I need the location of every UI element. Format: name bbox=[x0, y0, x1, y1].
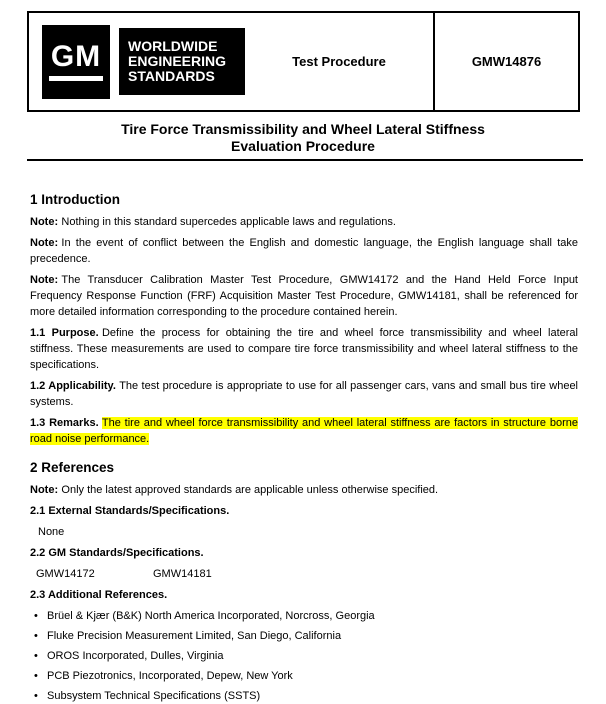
document-title-line2: Evaluation Procedure bbox=[231, 138, 375, 154]
note-label: Note: bbox=[30, 237, 59, 249]
note-text: Nothing in this standard supercedes applicable laws and regulations. bbox=[61, 216, 396, 228]
list-item: • PCB Piezotronics, Incorporated, Depew, New York bbox=[30, 668, 578, 684]
remarks-label: 1.3 Remarks. bbox=[30, 417, 99, 429]
document-body bbox=[30, 192, 578, 704]
purpose-paragraph bbox=[30, 325, 578, 373]
note-label: Note: bbox=[30, 274, 59, 286]
gm-standards-label: 2.2 GM Standards/Specifications. bbox=[30, 547, 204, 559]
worldwide-engineering-standards-banner: WORLDWIDE ENGINEERING STANDARDS bbox=[119, 28, 245, 95]
additional-references-label: 2.3 Additional References. bbox=[30, 589, 168, 601]
header-table bbox=[27, 11, 580, 112]
applicability-text: The test procedure is appropriate to use for all passenger cars, vans and small bus tire wheel systems. bbox=[30, 380, 579, 408]
document-title-line1: Tire Force Transmissibility and Wheel Lateral Stiffness bbox=[121, 121, 485, 137]
note-text: In the event of conflict between the English and domestic language, the English language shall take precedence. bbox=[30, 237, 578, 265]
document-title bbox=[0, 121, 606, 155]
note-label: Note: bbox=[30, 216, 59, 228]
remarks-highlighted-text: The tire and wheel force transmissibility and wheel lateral stiffness are factors in structure borne road noise performance. bbox=[30, 417, 578, 445]
additional-references-list bbox=[30, 608, 578, 704]
section-heading-introduction: 1 Introduction bbox=[30, 192, 120, 207]
remarks-paragraph bbox=[30, 415, 578, 447]
gm-standard-item: GMW14172 bbox=[36, 568, 95, 580]
list-item: • Brüel & Kjær (B&K) North America Incorporated, Norcross, Georgia bbox=[30, 608, 578, 624]
external-standards-label: 2.1 External Standards/Specifications. bbox=[30, 505, 230, 517]
note-label: Note: bbox=[30, 484, 59, 496]
purpose-text: Define the process for obtaining the tire and wheel force transmissibility and wheel lateral stiffness. These measurements are used to compare tire force transmissibility and wheel lateral stiffness to the specifications. bbox=[30, 327, 578, 371]
doc-number: GMW14876 bbox=[471, 54, 542, 69]
purpose-label: 1.1 Purpose. bbox=[30, 327, 99, 339]
gm-logo bbox=[42, 25, 110, 99]
note-text: Only the latest approved standards are applicable unless otherwise specified. bbox=[61, 484, 439, 496]
section-heading-references: 2 References bbox=[30, 460, 115, 475]
note-paragraph-1 bbox=[30, 214, 578, 230]
external-standards-value: None bbox=[38, 526, 65, 538]
doc-type-label: Test Procedure bbox=[292, 54, 386, 69]
title-divider bbox=[27, 159, 583, 161]
list-item: • Subsystem Technical Specifications (SSTS) bbox=[30, 688, 578, 704]
list-item: • OROS Incorporated, Dulles, Virginia bbox=[30, 648, 578, 664]
note-paragraph-3 bbox=[30, 272, 578, 320]
note-paragraph-2 bbox=[30, 235, 578, 267]
gm-standard-item: GMW14181 bbox=[153, 568, 212, 580]
applicability-paragraph bbox=[30, 378, 578, 410]
gm-standards-row bbox=[30, 566, 578, 582]
note-text: The Transducer Calibration Master Test Procedure, GMW14172 and the Hand Held Force Input Frequency Response Function (FRF) Acquisition Master Test Procedure, GMW14181, shall be referenced for more detailed information corresponding to the procedure contained herein. bbox=[30, 274, 578, 318]
references-note-paragraph bbox=[30, 482, 578, 498]
applicability-label: 1.2 Applicability. bbox=[30, 380, 116, 392]
list-item: • Fluke Precision Measurement Limited, San Diego, California bbox=[30, 628, 578, 644]
header-left-cell bbox=[29, 13, 435, 110]
gm-logo-text: GM bbox=[49, 42, 103, 81]
document-page bbox=[0, 11, 606, 702]
